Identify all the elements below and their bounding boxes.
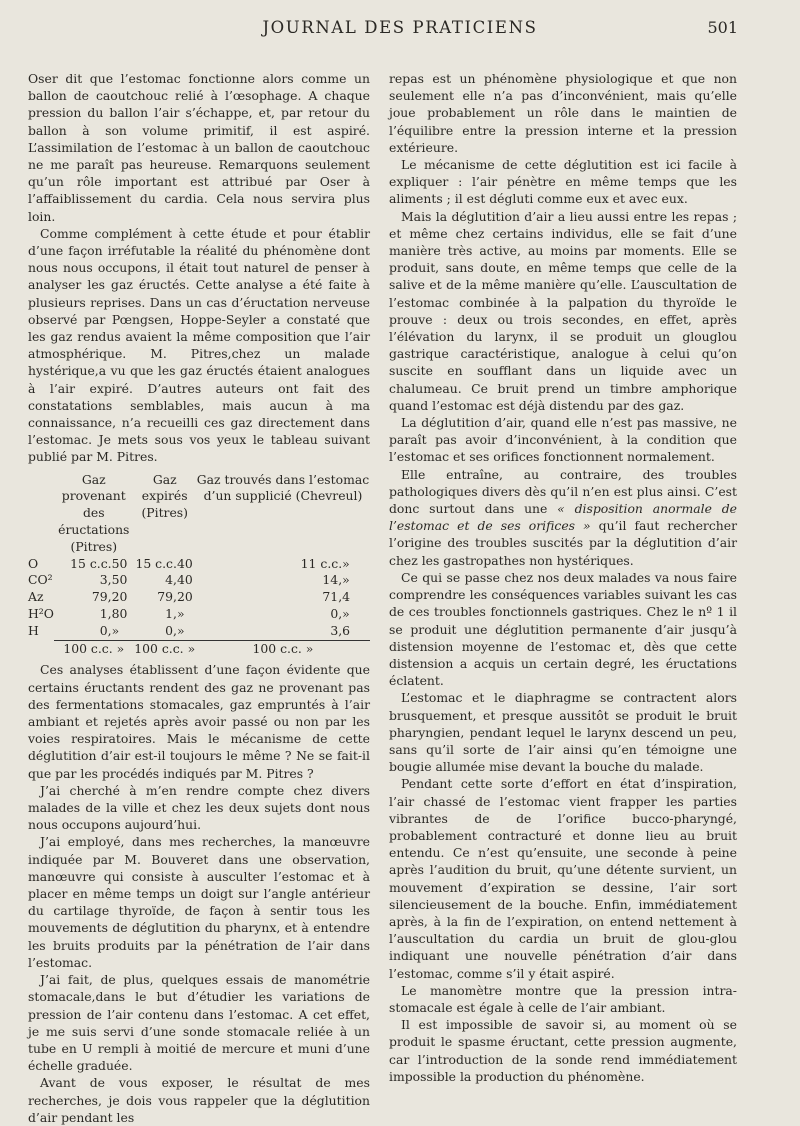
- paragraph: J’ai fait, de plus, quelques essais de manométrie stomacale,dans le but d’étudier les variations de pression de l’air contenu dans l’estomac. A cet effet, je me suis servi d’une sonde stomacale reliée à un tube en U rempli à moitié de mercure et muni d’une échelle graduée.: [28, 972, 370, 1074]
- cell: 80: [111, 606, 128, 622]
- cell: 1,: [165, 606, 177, 622]
- gas-analysis-table: [28, 472, 370, 658]
- paragraph: Oser dit que l’estomac fonctionne alors comme un ballon de caoutchouc relié à l’œsophage. A chaque pression du ballon l’air s’échappe, et, par retour du ballon à son volume primitif, il est aspiré. L’assimilation de l’estomac à un ballon de caoutchouc ne me paraît pas heureuse. Remarquons seulement qu’un rôle important est attribué par Oser à l’affaiblissement du cardia. Cela nous servira plus loin.: [28, 71, 370, 224]
- journal-title: JOURNAL DES PRATICIENS: [262, 18, 538, 37]
- cell: 15 c.c.: [70, 555, 112, 571]
- cell: 1,: [99, 606, 112, 622]
- cell: 14,: [322, 572, 343, 588]
- cell: 40: [176, 555, 193, 571]
- table-row: [28, 623, 370, 640]
- text-run: Elle entraîne, au contraire, des troubles pathologiques divers dès qu’il n’en est plus ainsi. C’est donc surtout dans une: [389, 466, 737, 517]
- paragraph: J’ai cherché à m’en rendre compte chez divers malades de la ville et chez les deux sujets dont nous nous occupons aujourd’hui.: [28, 782, 370, 833]
- cell: 4,: [165, 572, 177, 588]
- paragraph: Comme complément à cette étude et pour établir d’une façon irréfutable la réalité du phénomène dont nous nous occupons, il était tout naturel de penser à analyser les gaz éructés. Cette analyse a été faite à plusieurs reprises. Dans un cas d’éructation nerveuse observé par Pœngsen, Hoppe-Seyler a constaté que les gaz rendus avaient la même composition que l’air atmosphérique. M. Pitres,chez un malade hystérique,a vu que les gaz éructés étaient analogues à l’air expiré. D’autres auteurs ont fait des constatations semblables, mais aucun à ma connaissance, n’a recueilli ces gaz directement dans l’estomac. Je mets sous vos yeux le tableau suivant publié par M. Pitres.: [28, 225, 370, 465]
- cell: 50: [111, 572, 128, 588]
- paragraph: L’estomac et le diaphragme se contractent alors brusquement, et presque aussitôt se produit le bruit pharyngien, pendant lequel le larynx descend un peu, sans qu’il sorte de l’air ainsi qu’en témoigne une bougie allumée mise devant la bouche du malade.: [389, 690, 737, 775]
- table-row: [28, 556, 370, 573]
- cell: 0,: [99, 622, 112, 638]
- cell: 50: [111, 555, 128, 571]
- paragraph: Pendant cette sorte d’effort en état d’inspiration, l’air chassé de l’estomac vient frapper les parties vibrantes de de l’orifice bucco-pharyngé, probablement contracturé et donne lieu au bruit entendu. Ce n’est qu’ensuite, une seconde à peine après l’audition du bruit, qu’une détente survient, un mouvement d’expiration se dessine, l’air sort silencieusement de la bouche. Enfin, immédiatement après, à la fin de l’expiration, on entend nettement à l’auscultation du cardia un bruit de glou-glou indiquant une nouvelle pénétration d’air dans l’estomac, comme s’il y était aspiré.: [389, 776, 737, 981]
- paragraph: Le mécanisme de cette déglutition est ici facile à expliquer : l’air pénètre en même temps que les aliments ; il est dégluti comme eux et avec eux.: [389, 157, 737, 207]
- paragraph: Ces analyses établissent d’une façon évidente que certains éructants rendent des gaz ne provenant pas des fermentations stomacales, gaz empruntés à l’air ambiant et rejetés après avoir passé ou non par les voies respiratoires. Mais le mécanisme de cette déglutition d’air est-il toujours le même ? Ne se fait-il que par les procédés indiqués par M. Pitres ?: [28, 662, 370, 781]
- cell: »: [342, 606, 350, 622]
- row-label: O: [28, 555, 39, 571]
- paragraph: Avant de vous exposer, le résultat de mes recherches, je dois vous rappeler que la déglutition d’air pendant les: [28, 1075, 370, 1125]
- cell: 4: [342, 589, 351, 605]
- emphasis-quote: « disposition anormale de l’estomac et de ses orifices »: [389, 501, 737, 534]
- cell: »: [176, 606, 185, 622]
- cell: 20: [111, 589, 128, 605]
- paragraph: Mais la déglutition d’air a lieu aussi entre les repas ; et même chez certains individus, elle se fait d’une manière très active, au moins par moments. Elle se produit, sans doute, en même temps que celle de la salive et de la même manière qu’elle. L’auscultation de l’estomac combinée à la palpation du thyroïde le prouve : deux ou trois secondes, en effet, après l’élévation du larynx, il se produit un glouglou gastrique caractéristique, analogue à celui qu’on suscite en soufflant dans un liquide avec un chalumeau. Ce bruit prend un timbre amphorique quand l’estomac est déjà distendu par des gaz.: [389, 208, 737, 413]
- cell: »: [176, 622, 185, 638]
- row-label: Az: [28, 589, 44, 605]
- paragraph: Ce qui se passe chez nos deux malades va nous faire comprendre les conséquences variables suivant les cas de ces troubles fonctionnels gastriques. Chez le nº 1 il se produit une déglutition permanente d’air jusqu’à distension moyenne de l’estomac et, dès que cette distension a acquis un certain degré, les éructations éclatent.: [389, 569, 737, 689]
- table-header-row: [28, 472, 370, 556]
- paragraph: [389, 466, 737, 569]
- row-label: H²O: [28, 606, 54, 622]
- paragraph: Le manomètre montre que la pression intra-stomacale est égale à celle de l’air ambiant.: [389, 982, 737, 1015]
- cell: 20: [176, 589, 193, 605]
- right-column: [389, 70, 737, 1085]
- cell: 79,: [91, 589, 112, 605]
- left-column: [28, 70, 370, 1126]
- cell: 3,: [99, 572, 112, 588]
- table-row: [28, 572, 370, 589]
- column-header-stomach: Gaz trouvés dans l’estomac d’un supplicié (Chevreul): [196, 471, 370, 504]
- cell: »: [111, 622, 120, 638]
- cell: 6: [342, 622, 351, 638]
- table-row: [28, 589, 370, 606]
- cell: 0,: [330, 606, 343, 622]
- column-header-expired: Gaz expirés (Pitres): [141, 471, 188, 521]
- total-cell: 100 c.c. »: [54, 640, 134, 657]
- column-header-eructations: Gaz provenant des éructations (Pitres): [58, 471, 130, 554]
- cell: »: [342, 555, 350, 571]
- cell: 15 c.c.: [135, 555, 177, 571]
- paragraph: J’ai employé, dans mes recherches, la manœuvre indiquée par M. Bouveret dans une observation, manœuvre qui consiste à ausculter l’estomac et à placer en même temps un doigt sur l’angle antérieur du cartilage thyroïde, de façon à sentir tous les mouvements de déglutition du pharynx, et à entendre les bruits produits par la pénétration de l’air dans l’estomac.: [28, 834, 370, 970]
- row-label: H: [28, 622, 39, 638]
- running-header: [0, 18, 800, 42]
- total-cell: 100 c.c. »: [196, 640, 370, 657]
- cell: »: [342, 572, 350, 588]
- cell: 40: [176, 572, 193, 588]
- cell: 0,: [165, 622, 177, 638]
- page-number: 501: [707, 18, 738, 37]
- text-run: qu’il faut rechercher l’origine des troubles suscités par la déglutition d’air chez les gastropathes non hystériques.: [389, 518, 738, 568]
- paragraph: Il est impossible de savoir si, au moment où se produit le spasme éructant, cette pression augmente, car l’introduction de la sonde rend immédiatement impossible la production du phénomène.: [389, 1017, 737, 1084]
- row-label: CO²: [28, 572, 53, 588]
- paragraph: repas est un phénomène physiologique et que non seulement elle n’a pas d’inconvénient, mais qu’elle joue probablement un rôle dans le maintien de l’équilibre entre la pression interne et la pression extérieure.: [389, 71, 737, 155]
- table-total-row: [28, 640, 370, 657]
- cell: 71,: [322, 589, 343, 605]
- cell: 11 c.c.: [300, 555, 343, 571]
- total-cell: 100 c.c. »: [134, 640, 196, 656]
- paragraph: La déglutition d’air, quand elle n’est pas massive, ne paraît pas avoir d’inconvénient, à la condition que l’estomac et ses orifices fonctionnent normalement.: [389, 415, 737, 465]
- table-row: [28, 606, 370, 623]
- cell: 79,: [157, 589, 177, 605]
- cell: 3,: [330, 622, 343, 638]
